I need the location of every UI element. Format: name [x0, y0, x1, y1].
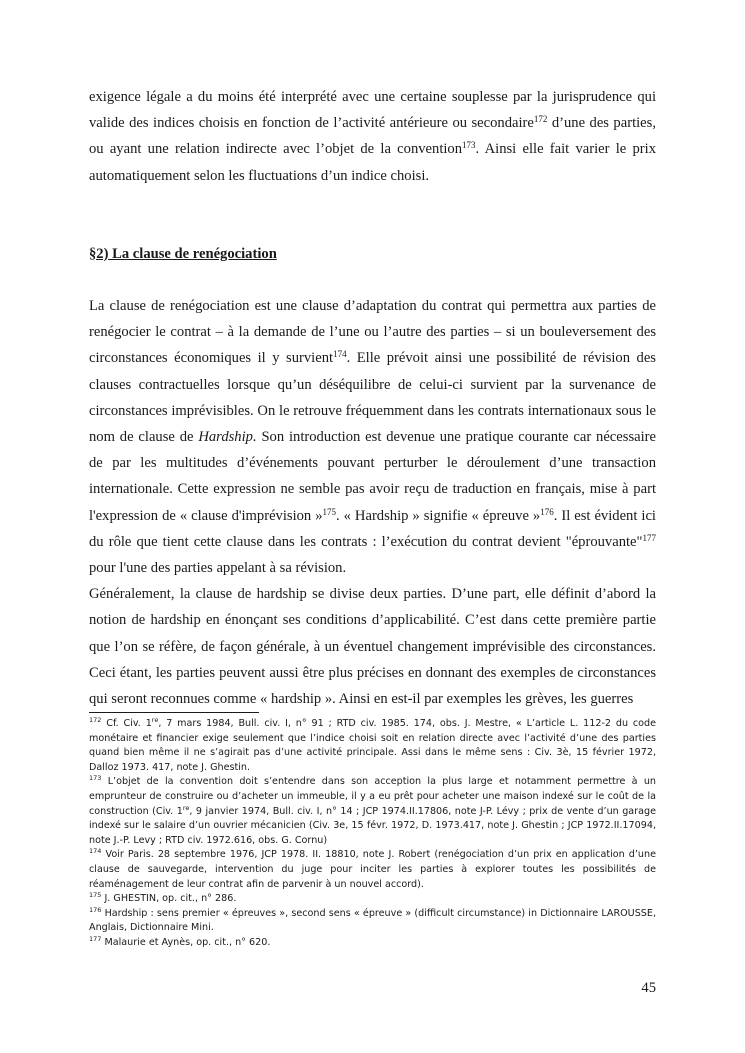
- footnotes: [89, 712, 656, 951]
- main-text: [89, 84, 656, 712]
- footnote-177: $^{177}$ Malaurie et Aynès, op. cit., n° 620.: [89, 934, 271, 948]
- footnote-172: $^{172}$ Cf. Civ. 1re, 7 mars 1984, Bull. civ. I, n° 91 ; RTD civ. 1985. 174, obs. J. Mestre, « L’article L. 112-2 du code monétaire et financier exige seulement que l’indice choisi soit en relation directe avec l’activité d’une des parties quand bien même il ne s’agirait pas d’une activité principale. Assi dans le même sens : Civ. 3è, 15 février 1972, Dalloz 1973. 417, note J. Ghestin.: [89, 716, 656, 773]
- paragraph-1: exigence légale a du moins été interprété avec une certaine souplesse par la jurisprudence qui valide des indices choisis en fonction de l’activité antérieure ou secondaire$^{172}$ d’une des parties, ou ayant une relation indirecte avec l’objet de la convention$^{173}$. Ainsi elle fait varier le prix automatiquement selon les fluctuations d’un indice choisi.: [89, 89, 657, 184]
- footnote-separator: [89, 712, 259, 713]
- footnote-ref-172[interactable]: 172: [533, 114, 548, 125]
- paragraph-3: Généralement, la clause de hardship se divise deux parties. D’une part, elle définit d’abord la notion de hardship en énonçant ses conditions d’applicabilité. C’est dans cette première partie que l’on se réfère, de façon générale, à un éventuel changement imprévisible des circonstances. Ceci étant, les parties peuvent aussi être plus précises en donnant des exemples de circonstances qui seront reconnues comme « hardship ». Ainsi en est-il par exemples les grèves, les guerres: [89, 586, 656, 708]
- footnote-ref-175[interactable]: 175: [322, 506, 337, 517]
- footnote-ref-177[interactable]: 177: [642, 532, 656, 543]
- footnote-ref-173[interactable]: 173: [462, 140, 476, 151]
- hardship-term: Hardship.: [198, 429, 257, 446]
- footnote-ref-174[interactable]: 174: [333, 349, 347, 360]
- footnote-ref-176[interactable]: 176: [540, 506, 554, 517]
- footnote-176: $^{176}$ Hardship : sens premier « épreuves », second sens « épreuve » (difficult circumstance) in Dictionnaire LAROUSSE, Anglais, Dictionnaire Mini.: [89, 905, 656, 934]
- footnote-173: $^{173}$ L’objet de la convention doit s’entendre dans son acception la plus large et notamment permettre à un emprunteur de construire ou d’acheter un immeuble, il y a eu prêt pour acheter une maison indexé sur le coût de la construction (Civ. 1re, 9 janvier 1974, Bull. civ. I, n° 14 ; JCP 1974.II.17806, note J-P. Lévy ; prix de vente d’un garage indexé sur le salaire d’un ouvrier mécanicien (Civ. 3e, 15 févr. 1972, D. 1973.417, note J. Ghestin ; JCP 1972.II.17094, note J.-P. Levy ; RTD civ. 1972.616, obs. G. Cornu): [89, 774, 656, 846]
- page-number: 45: [641, 980, 656, 996]
- footnote-174: $^{174}$ Voir Paris. 28 septembre 1976, JCP 1978. II. 18810, note J. Robert (renégociation d’un prix en application d’une clause de sauvegarde, intervention du juge pour inciter les parties à explorer toutes les possibilités de réaménagement de leur contrat afin de parvenir à un nouvel accord).: [89, 847, 656, 890]
- paragraph-2: La clause de renégociation est une clause d’adaptation du contrat qui permettra aux parties de renégocier le contrat – à la demande de l’une ou l’autre des parties – si un bouleversement des circonstances économiques il y survient$^{174}$. Elle prévoit ainsi une possibilité de révision des clauses contractuelles lorsque qu’un déséquilibre de celui-ci survient par la survenance de circonstances imprévisibles. On le retrouve fréquemment dans les contrats internationaux sous le nom de clause de Hardship. Son introduction est devenue une pratique courante car nécessaire de par les multitudes d’événements pouvant perturber le déroulement d’une transaction internationale. Cette expression ne semble pas avoir reçu de traduction en français, mise à part l'expression de « clause d'imprévision »$^{175}$. « Hardship » signifie « épreuve »$^{176}$. Il est évident ici du rôle que tient cette clause dans les contrats : l’exécution du contrat devient "éprouvante"$^{177}$ pour l'une des parties appelant à sa révision.: [89, 298, 656, 577]
- footnote-175: $^{175}$ J. GHESTIN, op. cit., n° 286.: [89, 891, 237, 905]
- section-heading: §2) La clause de renégociation: [89, 245, 277, 262]
